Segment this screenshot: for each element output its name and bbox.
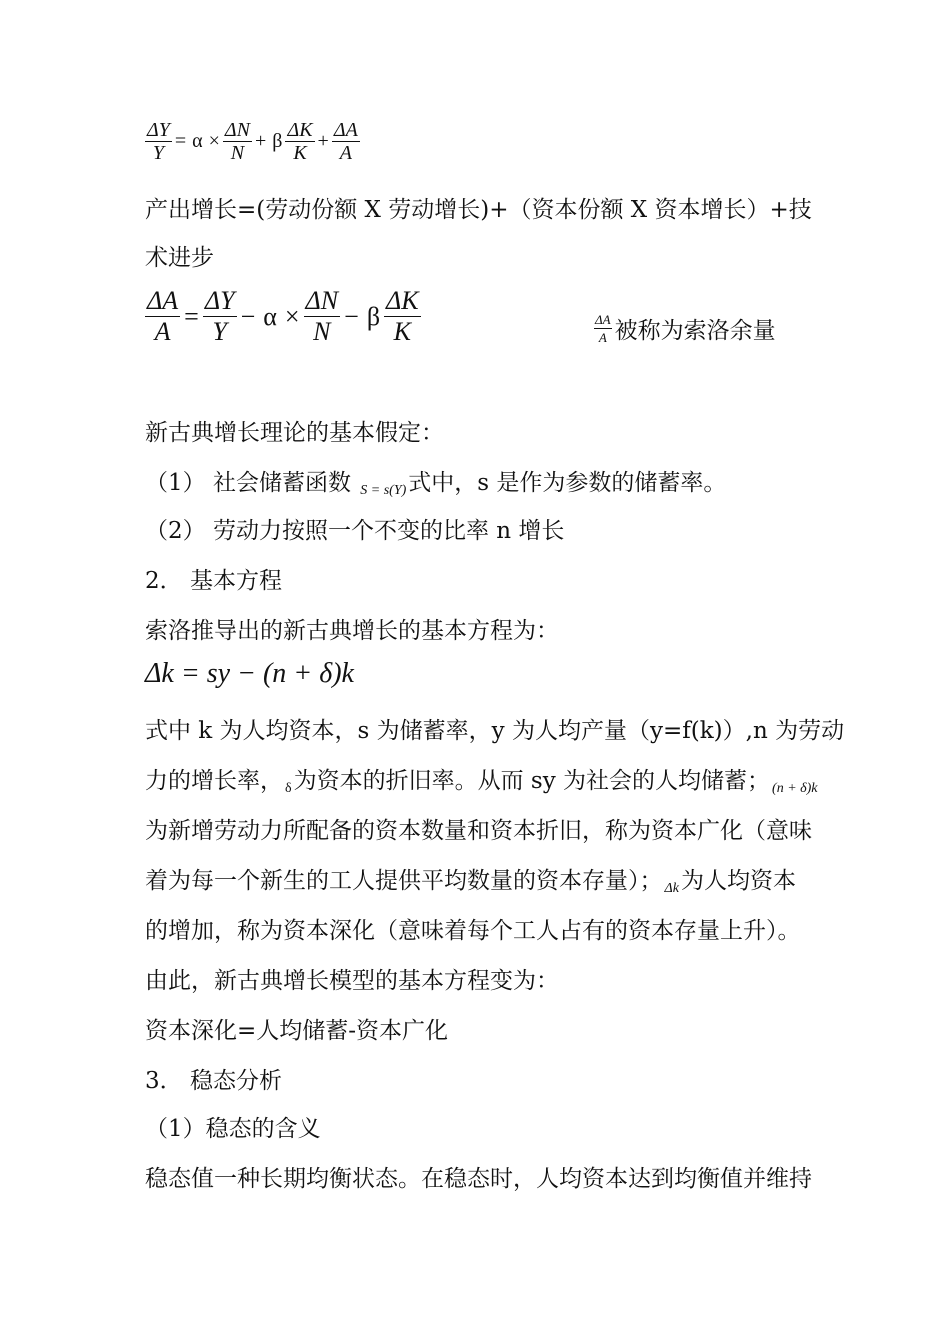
alpha-symbol: α [192, 130, 203, 152]
numerator: ΔA [147, 286, 179, 315]
numerator: ΔA [595, 312, 611, 327]
section-heading-steady-state: 3． 稳态分析 [145, 1068, 282, 1094]
numerator: ΔY [147, 119, 170, 141]
numerator: ΔY [204, 286, 235, 315]
paragraph-variables-2 [145, 766, 820, 804]
delta-symbol: δ [285, 781, 292, 796]
fraction-capital-growth [285, 119, 314, 164]
paragraph-tech-progress: 术进步 [145, 245, 214, 271]
paragraph-steady-state-definition: 稳态值一种长期均衡状态。在稳态时，人均资本达到均衡值并维持 [145, 1166, 812, 1192]
solow-residual-label: 被称为索洛余量 [614, 318, 776, 344]
text-segment: 着为每一个新生的工人提供平均数量的资本存量）； [145, 868, 663, 894]
fraction-output-growth [145, 119, 172, 164]
denominator: K [393, 317, 412, 346]
numerator: ΔN [224, 119, 250, 141]
savings-function-formula: S = s(Y) [360, 483, 407, 498]
paragraph-model-equation-intro: 由此，新古典增长模型的基本方程变为： [145, 968, 559, 994]
capital-deepening-term: Δk [664, 881, 679, 896]
assumption-1-suffix: 式中，s 是作为参数的储蓄率。 [408, 470, 727, 496]
paragraph-capital-deepening: 的增加，称为资本深化（意味着每个工人占有的资本存量上升）。 [145, 918, 801, 944]
basic-equation: Δk = sy − (n + δ)k [145, 658, 354, 689]
text-segment: 为人均资本 [680, 868, 796, 894]
paragraph-model-equation-words: 资本深化=人均储蓄-资本广化 [145, 1018, 449, 1044]
assumption-2: （2） 劳动力按照一个不变的比率 n 增长 [145, 518, 565, 544]
denominator: Y [152, 142, 164, 164]
paragraph-capital-stock [145, 866, 796, 904]
equals-sign: = [184, 301, 199, 331]
plus-sign: + [317, 130, 329, 152]
assumption-1 [145, 468, 726, 506]
alpha-symbol: α [263, 301, 277, 331]
assumption-1-prefix: （1） 社会储蓄函数 [145, 470, 359, 496]
denominator: N [230, 142, 245, 164]
fraction-labor-growth [223, 119, 252, 164]
text-segment: 力的增长率， [145, 768, 283, 794]
fraction-capital-growth [384, 286, 421, 347]
capital-widening-term: (n + δ)k [772, 781, 818, 796]
numerator: ΔN [305, 286, 339, 315]
denominator: Y [212, 317, 227, 346]
denominator: A [154, 317, 171, 346]
fraction-technology-growth-small [594, 311, 612, 346]
text-segment: 为资本的折旧率。从而 sy 为社会的人均储蓄； [293, 768, 771, 794]
numerator: ΔK [386, 286, 419, 315]
fraction-technology-growth [145, 286, 180, 347]
fraction-technology-growth [332, 119, 360, 164]
numerator: ΔA [333, 119, 358, 141]
equals-sign: = [174, 130, 187, 152]
times-sign: × [208, 130, 220, 152]
minus-sign: − [240, 301, 256, 331]
paragraph-variables-1: 式中 k 为人均资本，s 为储蓄率，y 为人均产量（y=f(k)）,n 为劳动 [145, 718, 845, 744]
times-sign: × [284, 301, 300, 331]
fraction-labor-growth [304, 286, 341, 347]
paragraph-growth-formula-text: 产出增长=(劳动份额 X 劳动增长)+（资本份额 X 资本增长）+技 [145, 197, 812, 223]
growth-accounting-equation [145, 119, 360, 164]
beta-symbol: β [272, 130, 283, 152]
denominator: N [313, 317, 331, 346]
fraction-output-growth [203, 286, 237, 347]
beta-symbol: β [366, 301, 381, 331]
minus-sign: − [344, 301, 359, 331]
paragraph-assumptions-heading: 新古典增长理论的基本假定： [145, 420, 444, 446]
numerator: ΔK [287, 119, 313, 141]
paragraph-basic-equation-intro: 索洛推导出的新古典增长的基本方程为： [145, 618, 559, 644]
solow-residual-equation [145, 286, 421, 347]
denominator: A [339, 142, 352, 164]
denominator: K [293, 142, 307, 164]
solow-residual-note [594, 311, 776, 346]
section-heading-basic-equation: 2． 基本方程 [145, 568, 282, 594]
denominator: A [598, 330, 607, 345]
subsection-heading-steady-state-meaning: （1）稳态的含义 [145, 1116, 321, 1142]
paragraph-capital-widening: 为新增劳动力所配备的资本数量和资本折旧，称为资本广化（意味 [145, 818, 812, 844]
plus-sign: + [255, 130, 267, 152]
